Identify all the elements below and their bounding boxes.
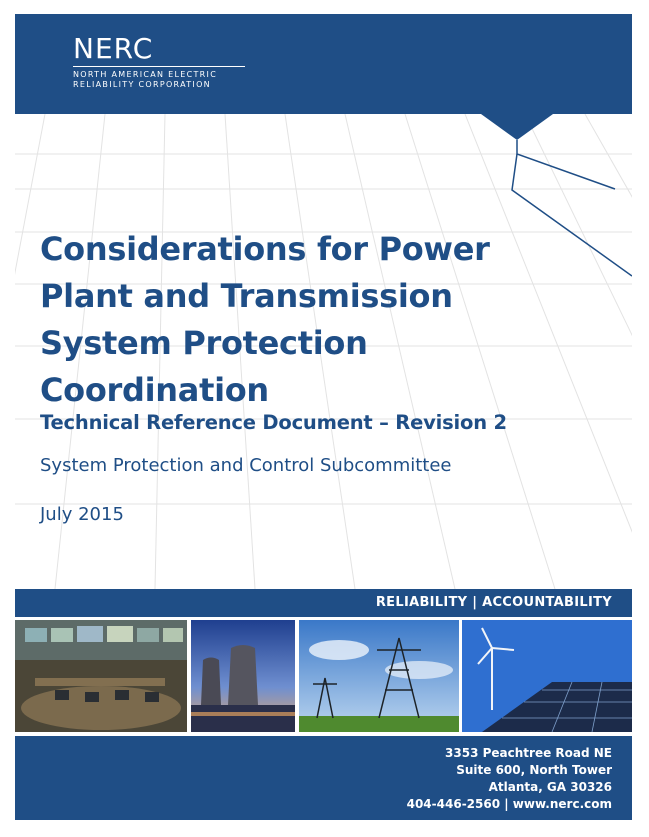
- logo-mark: NERC: [73, 32, 154, 65]
- address-line-3: Atlanta, GA 30326: [488, 780, 612, 794]
- control-room-photo: [15, 620, 187, 732]
- logo-line-2: RELIABILITY CORPORATION: [73, 80, 211, 89]
- title-block: [40, 226, 620, 436]
- logo-line-1: NORTH AMERICAN ELECTRIC: [73, 70, 218, 79]
- committee-name: System Protection and Control Subcommittee: [40, 455, 452, 476]
- tagline: RELIABILITY | ACCOUNTABILITY: [375, 595, 612, 610]
- contact-line[interactable]: 404-446-2560 | www.nerc.com: [406, 797, 612, 811]
- tagline-bar: [15, 589, 632, 617]
- photo-strip: [15, 620, 632, 732]
- transmission-towers-photo: [299, 620, 459, 732]
- publication-date: July 2015: [40, 504, 124, 525]
- nerc-logo: [73, 34, 245, 90]
- document-title: Considerations for Power Plant and Transmission System Protection Coordination: [40, 230, 490, 409]
- cooling-towers-photo: [191, 620, 295, 732]
- notch-triangle: [481, 114, 553, 140]
- wind-solar-photo: [462, 620, 632, 732]
- address-line-2: Suite 600, North Tower: [456, 763, 612, 777]
- address-line-1: 3353 Peachtree Road NE: [445, 746, 612, 760]
- footer-bar: [15, 736, 632, 820]
- logo-divider: [73, 66, 245, 67]
- header-banner: [15, 14, 632, 114]
- address-block: [407, 745, 612, 813]
- document-subtitle: Technical Reference Document – Revision 2: [40, 411, 507, 434]
